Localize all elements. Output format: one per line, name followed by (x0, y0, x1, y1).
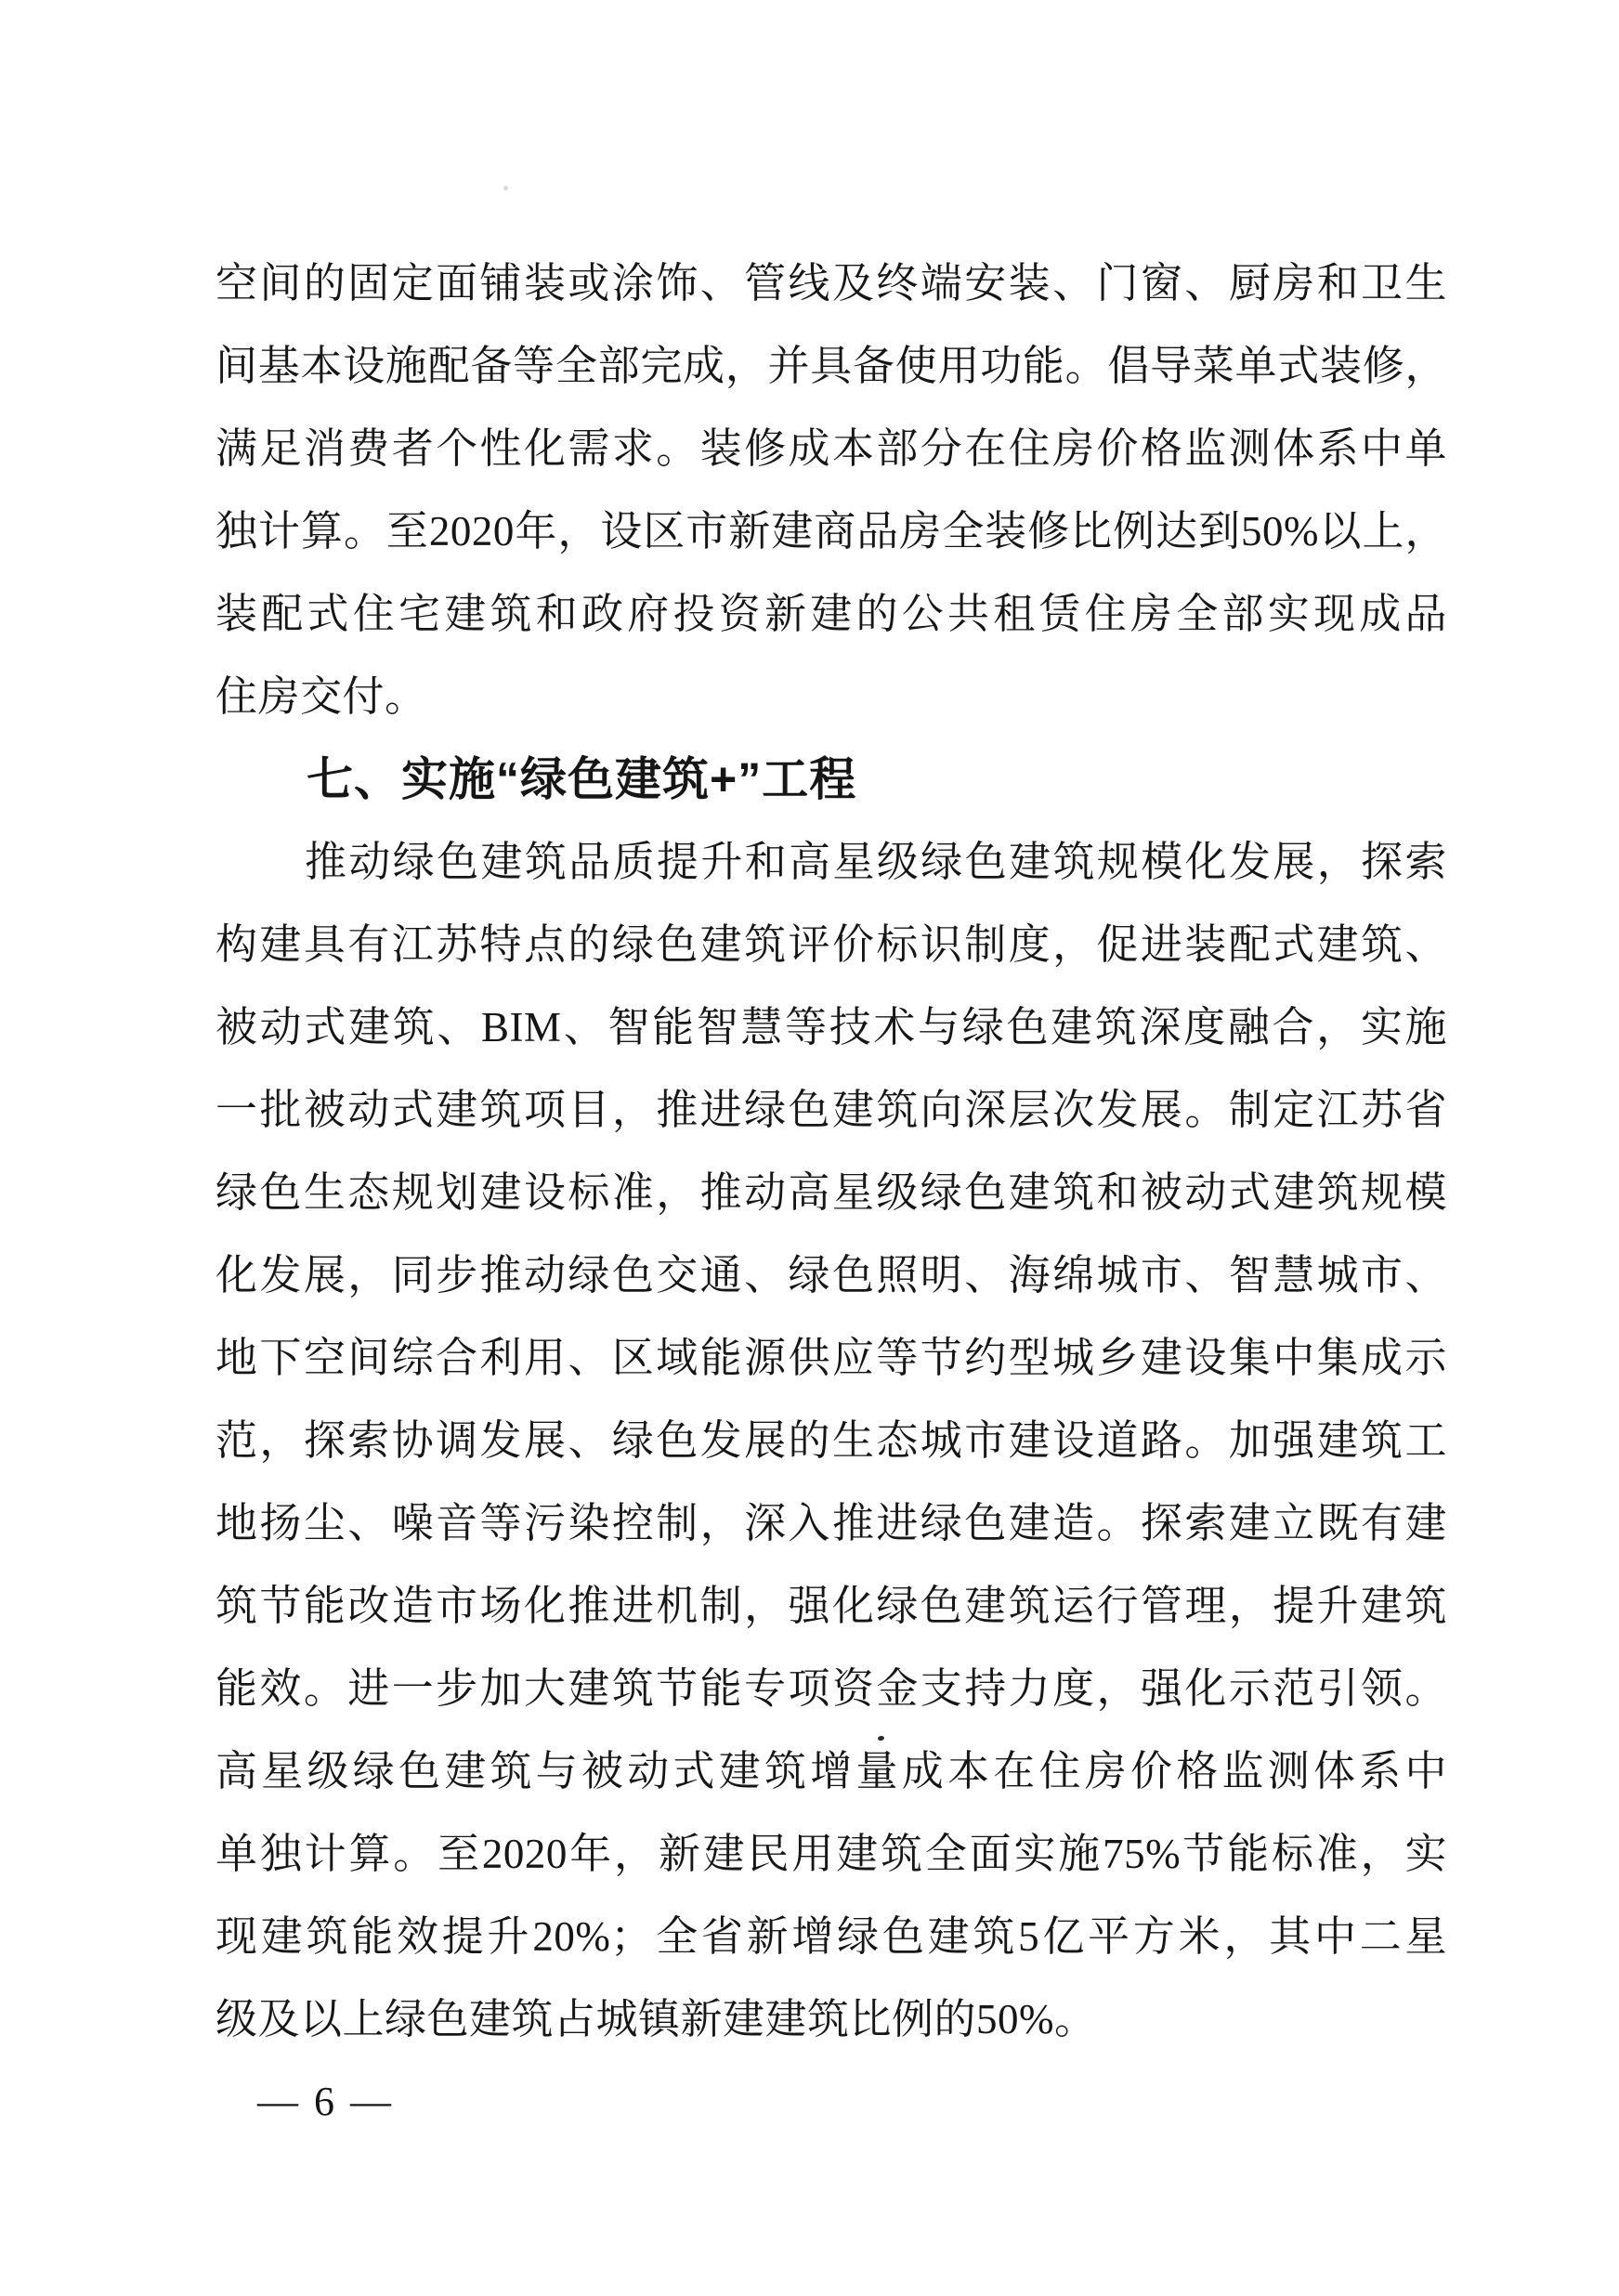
text-line: 独计算。至2020年，设区市新建商品房全装修比例达到50%以上， (215, 508, 1447, 554)
text-line: 绿色生态规划建设标准，推动高星级绿色建筑和被动式建筑规模 (215, 1169, 1447, 1216)
text-line: 地扬尘、噪音等污染控制，深入推进绿色建造。探索建立既有建 (215, 1500, 1447, 1546)
text-line: 筑节能改造市场化推进机制，强化绿色建筑运行管理，提升建筑 (215, 1583, 1447, 1629)
text-line: 一批被动式建筑项目，推进绿色建筑向深层次发展。制定江苏省 (215, 1087, 1447, 1133)
text-line: 地下空间综合利用、区域能源供应等节约型城乡建设集中集成示 (215, 1335, 1447, 1381)
text-line: 能效。进一步加大建筑节能专项资金支持力度，强化示范引领。 (215, 1665, 1447, 1712)
text-line: 满足消费者个性化需求。装修成本部分在住房价格监测体系中单 (215, 425, 1447, 472)
text-line: 住房交付。 (215, 673, 427, 720)
scan-speck (503, 186, 508, 190)
text-line: 构建具有江苏特点的绿色建筑评价标识制度，促进装配式建筑、 (215, 921, 1447, 968)
text-line: 高星级绿色建筑与被动式建筑增量成本在住房价格监测体系中 (215, 1748, 1447, 1794)
content-column (215, 242, 1447, 2061)
text-line: 装配式住宅建筑和政府投资新建的公共租赁住房全部实现成品 (215, 591, 1447, 637)
text-line: 空间的固定面铺装或涂饰、管线及终端安装、门窗、厨房和卫生 (215, 260, 1447, 307)
page-footer: — 6 — (257, 2079, 394, 2124)
main-paragraph (215, 821, 1447, 2061)
text-line: 被动式建筑、BIM、智能智慧等技术与绿色建筑深度融合，实施 (215, 1004, 1447, 1050)
text-line: 级及以上绿色建筑占城镇新建建筑比例的50%。 (215, 1996, 1097, 2042)
section-heading: 七、实施“绿色建筑+”工程 (307, 753, 857, 805)
text-line: 推动绿色建筑品质提升和高星级绿色建筑规模化发展，探索 (305, 839, 1447, 885)
text-line: 间基本设施配备等全部完成，并具备使用功能。倡导菜单式装修， (215, 343, 1447, 389)
text-line: 单独计算。至2020年，新建民用建筑全面实施75%节能标准，实 (215, 1831, 1447, 1877)
text-line: 现建筑能效提升20%；全省新增绿色建筑5亿平方米，其中二星 (215, 1913, 1447, 1960)
continued-paragraph (215, 242, 1447, 738)
text-line: 化发展，同步推动绿色交通、绿色照明、海绵城市、智慧城市、 (215, 1252, 1447, 1298)
text-line: 范，探索协调发展、绿色发展的生态城市建设道路。加强建筑工 (215, 1417, 1447, 1464)
